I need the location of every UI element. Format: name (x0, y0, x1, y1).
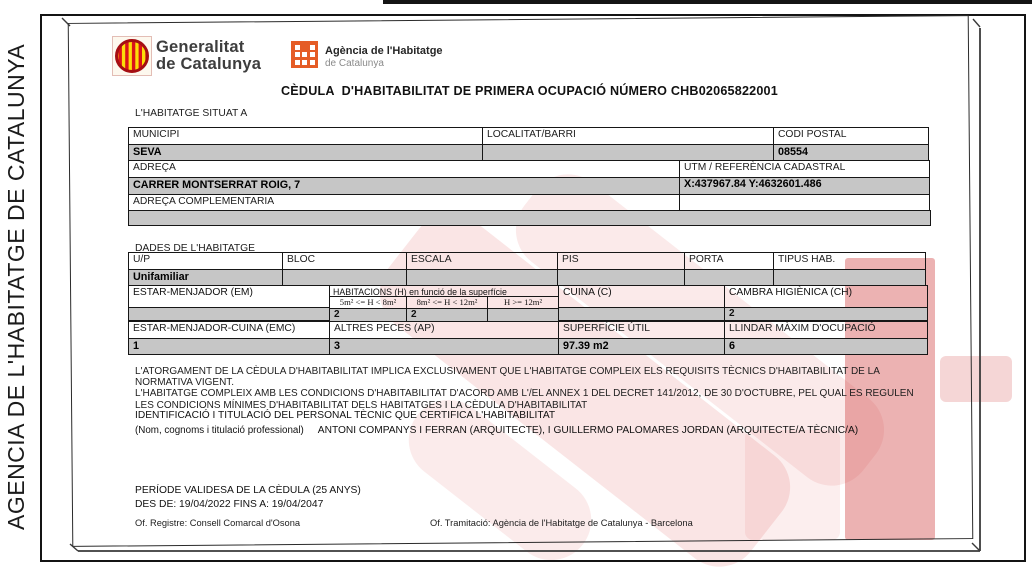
tech-names: ANTONI COMPANYS I FERRAN (ARQUITECTE), I GUILLERMO PALOMARES JORDAN (ARQUITECTE/A TÈCNIC/A) (317, 425, 859, 436)
tipus-label: TIPUS HAB. (773, 252, 926, 270)
side-agency-label: AGENCIA DE L'HABITATGE DE CATALUNYA (3, 43, 29, 530)
llindar-label: LLINDAR MÀXIM D'OCUPACIÓ (724, 321, 928, 339)
legal-para-2: L'HABITATGE COMPLEIX AMB LES CONDICIONS D'HABITABILITAT D'ACORD AMB L'/EL ANNEX 1 DEL DECRET 141/2012, DE 30 D'OCTUBRE, PEL QUAL ES REGULEN LES CONDICIONS MÍNIMES D'HABITABILITAT DELS HABITATGES I LA CÈDULA D'HABITABILITAT (135, 388, 914, 411)
ap-value: 3 (329, 338, 559, 355)
hab-range-2-label: 8m² <= H < 12m² (407, 297, 488, 308)
codi-postal-label: CODI POSTAL (773, 127, 929, 145)
document-title: CÈDULA D'HABITABILITAT DE PRIMERA OCUPACIÓ NÚMERO CHB02065822001 (281, 84, 778, 98)
validity-period: PERÍODE VALIDESA DE LA CÈDULA (25 ANYS) (135, 485, 361, 496)
generalitat-line1: Generalitat (156, 38, 245, 56)
emc-value: 1 (128, 338, 330, 355)
footer-registre: Of. Registre: Consell Comarcal d'Osona (135, 518, 301, 528)
cuina-label: CUINA (C) (563, 287, 612, 298)
hab-range-1-label: 5m² <= H < 8m² (330, 297, 407, 308)
adreca-value: CARRER MONTSERRAT ROIG, 7 (128, 177, 680, 195)
hab-range-2-value: 2 (407, 308, 488, 321)
agencia-line1: Agència de l'Habitatge (325, 45, 443, 57)
adreca-label: ADREÇA (128, 160, 680, 178)
legal-para-1: L'ATORGAMENT DE LA CÈDULA D'HABITABILITAT IMPLICA EXCLUSIVAMENT QUE L'HABITATGE COMPLEIX ELS REQUISITS TÈCNICS D'HABITABILITAT DE LA NORMATIVA VIGENT. (135, 366, 880, 389)
location-section-label: L'HABITATGE SITUAT A (135, 108, 248, 119)
llindar-value: 6 (724, 338, 928, 355)
localitat-label: LOCALITAT/BARRI (482, 127, 774, 145)
tech-section-title: IDENTIFICACIÓ I TITULACIÓ DEL PERSONAL TÈCNIC QUE CERTIFICA L'HABITABILITAT (135, 410, 556, 421)
dwelling-section-label: DADES DE L'HABITATGE (135, 243, 256, 254)
ap-label: ALTRES PECES (AP) (329, 321, 559, 339)
municipi-label: MUNICIPI (128, 127, 483, 145)
utm-label: UTM / REFERÈNCIA CADASTRAL (679, 160, 930, 178)
generalitat-line2: de Catalunya (156, 55, 262, 73)
pis-label: PIS (557, 252, 685, 270)
cambra-value: 2 (725, 307, 927, 320)
em-label: ESTAR-MENJADOR (EM) (133, 287, 253, 298)
bloc-label: BLOC (282, 252, 407, 270)
porta-label: PORTA (684, 252, 774, 270)
up-label: U/P (128, 252, 283, 270)
hab-range-1-value: 2 (330, 308, 407, 321)
habitacions-label: HABITACIONS (H) en funció de la superfície (330, 286, 558, 297)
cambra-label: CAMBRA HIGIÈNICA (CH) (729, 287, 853, 298)
utm-value: X:437967.84 Y:4632601.486 (679, 177, 930, 195)
superficie-label: SUPERFÍCIE ÚTIL (558, 321, 725, 339)
codi-postal-value: 08554 (773, 144, 929, 161)
scan-edge-bar (383, 0, 1032, 4)
tech-note: (Nom, cognoms i titulació professional) (135, 425, 304, 436)
up-value: Unifamiliar (128, 269, 283, 286)
agencia-line2: de Catalunya (325, 58, 384, 69)
escala-label: ESCALA (406, 252, 558, 270)
municipi-value: SEVA (128, 144, 483, 161)
page-frame (68, 15, 974, 547)
footer-tramitacio: Of. Tramitació: Agència de l'Habitatge de Catalunya - Barcelona (430, 518, 693, 528)
validity-dates: DES DE: 19/04/2022 FINS A: 19/04/2047 (135, 499, 324, 510)
adreca-comp-label: ADREÇA COMPLEMENTARIA (128, 194, 680, 211)
emc-label: ESTAR-MENJADOR-CUINA (EMC) (128, 321, 330, 339)
hab-range-3-label: H >= 12m² (503, 297, 543, 307)
superficie-value: 97.39 m2 (558, 338, 725, 355)
